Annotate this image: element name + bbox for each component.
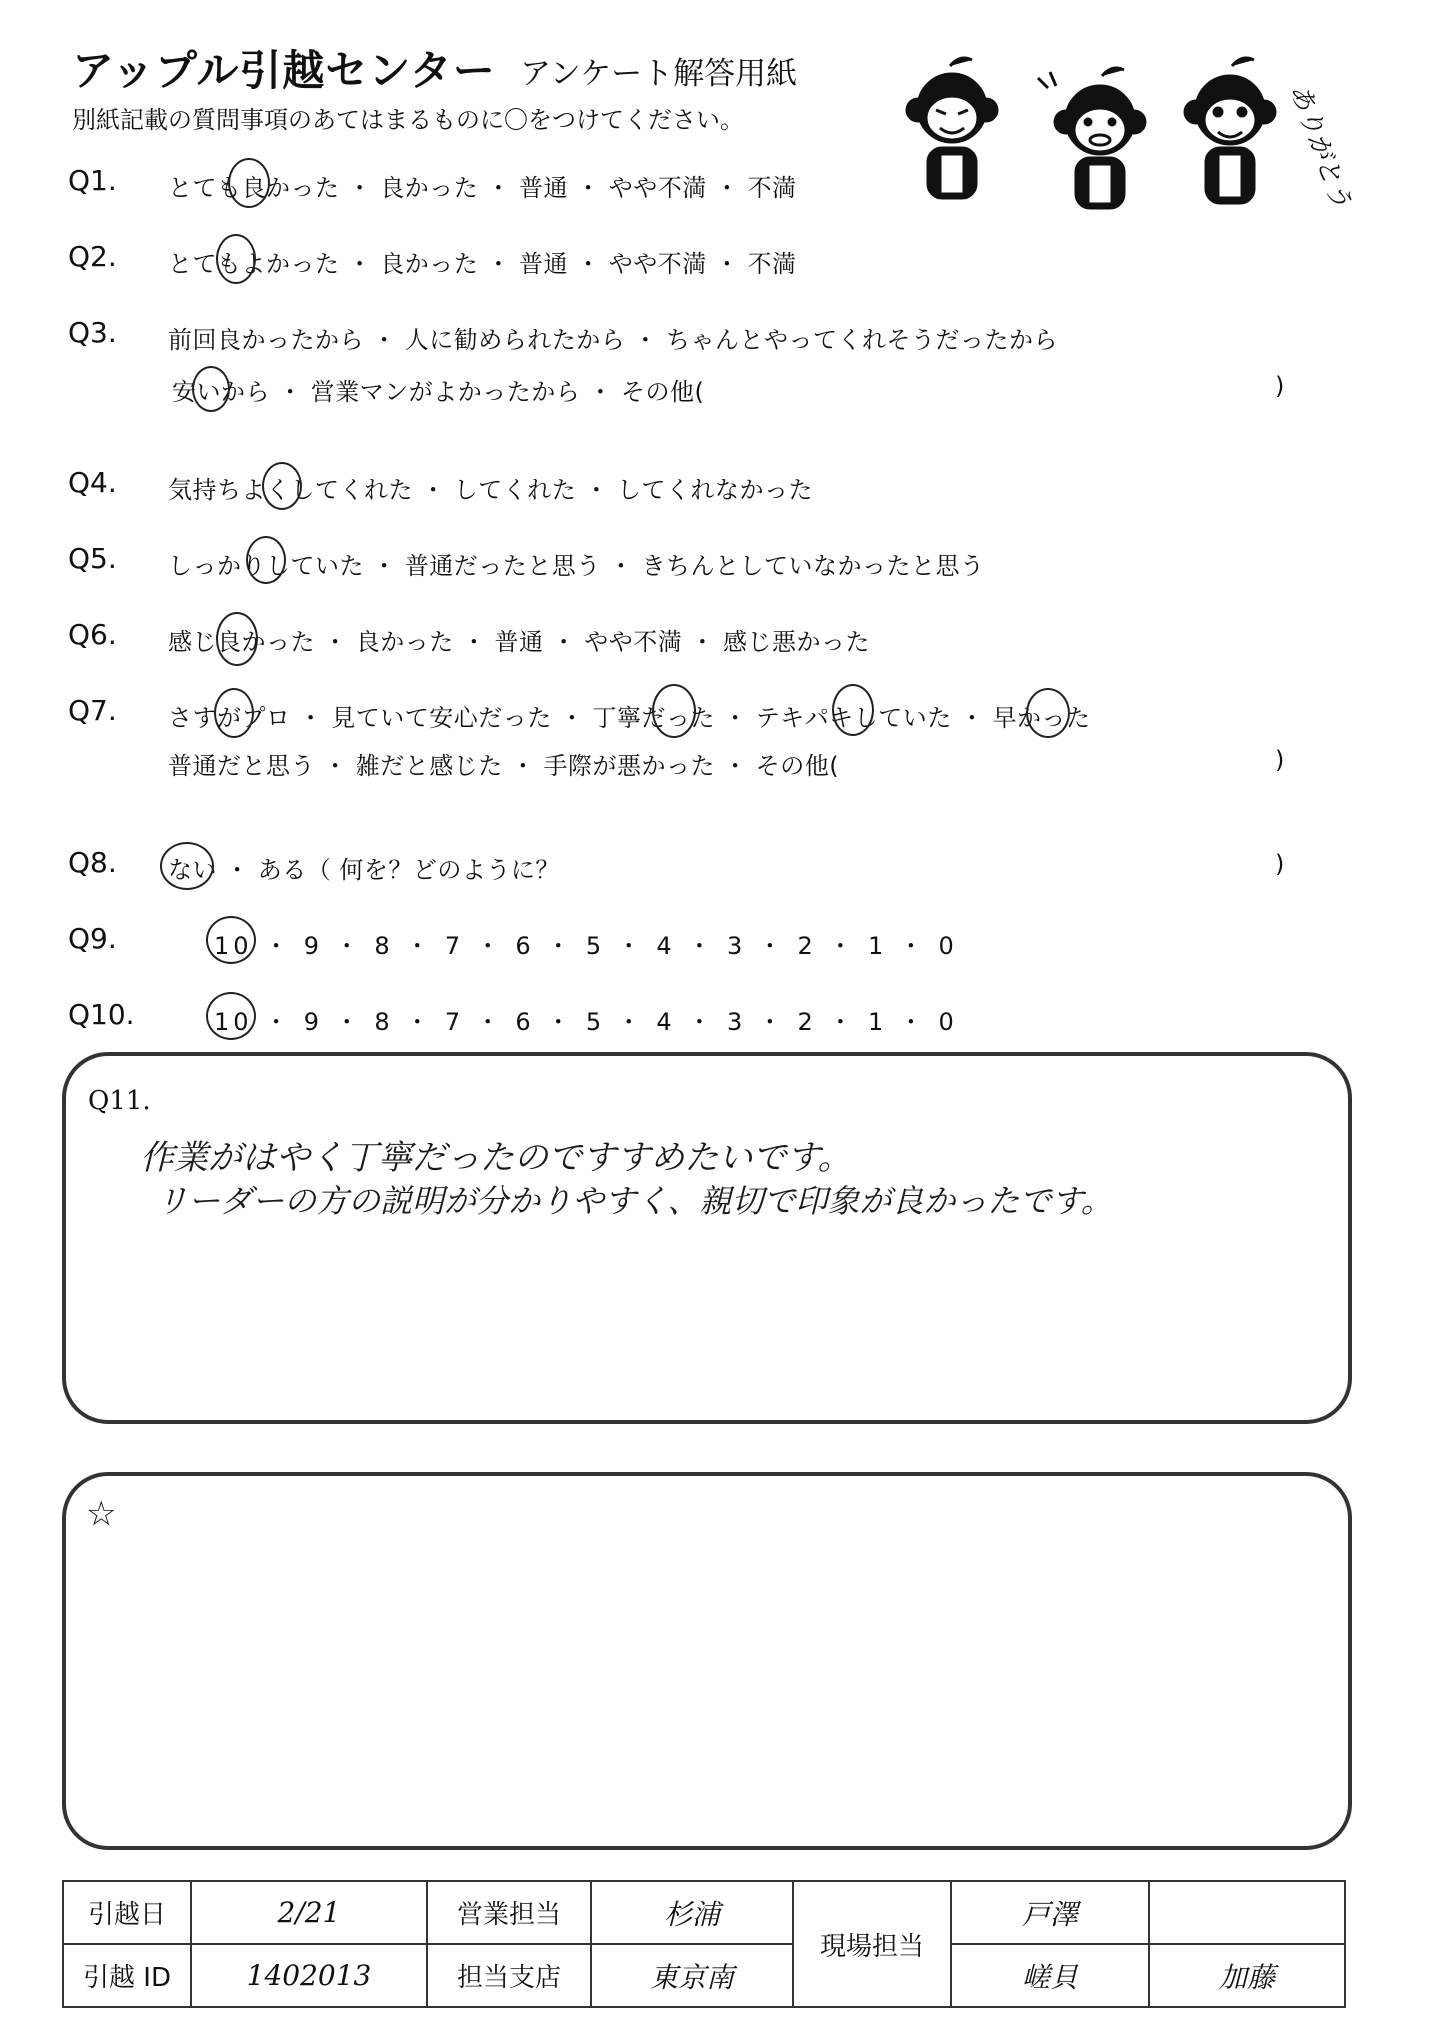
site-staff-2 <box>1149 1881 1345 1944</box>
q3-options-line1: 前回良かったから ・ 人に勧められたから ・ ちゃんとやってくれそうだったから <box>168 326 1059 354</box>
monkey-1 <box>907 58 997 198</box>
q9-scale: 10 ・ 9 ・ 8 ・ 7 ・ 6 ・ 5 ・ 4 ・ 3 ・ 2 ・ 1 ・ 0 <box>214 932 958 960</box>
q9-selected-circle <box>206 916 256 964</box>
q8-label: Q8. <box>68 846 117 879</box>
q6-label: Q6. <box>68 618 117 651</box>
q5-label: Q5. <box>68 542 117 575</box>
monkey-mascots-illustration <box>880 48 1357 223</box>
q7-selected-circle-1 <box>214 688 254 738</box>
q10-label: Q10. <box>68 998 135 1031</box>
q4-selected-circle <box>262 462 302 510</box>
site-staff-label: 現場担当 <box>793 1881 951 2007</box>
branch-label: 担当支店 <box>427 1944 591 2007</box>
q3-label: Q3. <box>68 316 117 349</box>
q1-label: Q1. <box>68 164 117 197</box>
sales-rep-label: 営業担当 <box>427 1881 591 1944</box>
q7-options-line1: さすがプロ ・ 見ていて安心だった ・ 丁寧だった ・ テキパキしていた ・ 早かった <box>168 704 1091 732</box>
q7-label: Q7. <box>68 694 117 727</box>
q7-other-close: ) <box>1275 746 1285 774</box>
q11-comment-box <box>62 1052 1352 1424</box>
q11-answer-line1: 作業がはやく丁寧だったのですすめたいです。 <box>140 1138 852 1178</box>
monkey-2 <box>1038 68 1145 208</box>
q10-scale: 10 ・ 9 ・ 8 ・ 7 ・ 6 ・ 5 ・ 4 ・ 3 ・ 2 ・ 1 ・ 0 <box>214 1008 958 1036</box>
q2-selected-circle <box>216 234 256 284</box>
q9-label: Q9. <box>68 922 117 955</box>
q5-options: しっかりしていた ・ 普通だったと思う ・ きちんとしていなかったと思う <box>168 552 985 580</box>
site-staff-3: 嵯貝 <box>951 1944 1149 2007</box>
q2-label: Q2. <box>68 240 117 273</box>
move-id-value: 1402013 <box>191 1944 427 2007</box>
q10-selected-circle <box>206 992 256 1040</box>
q6-selected-circle <box>216 612 258 666</box>
q1-options: とても良かった ・ 良かった ・ 普通 ・ やや不満 ・ 不満 <box>168 174 797 202</box>
star-comment-box <box>62 1472 1352 1850</box>
q3-other-close: ) <box>1275 372 1285 400</box>
q7-selected-circle-3 <box>832 684 874 736</box>
q7-options-line2: 普通だと思う ・ 雑だと感じた ・ 手際が悪かった ・ その他( <box>168 752 840 780</box>
q1-selected-circle <box>228 158 270 208</box>
move-date-label: 引越日 <box>63 1881 191 1944</box>
q3-selected-circle <box>192 366 230 412</box>
q8-other-close: ) <box>1275 850 1285 878</box>
branch-value: 東京南 <box>591 1944 793 2007</box>
q4-options: 気持ちよくしてくれた ・ してくれた ・ してくれなかった <box>168 476 814 504</box>
q6-options: 感じ良かった ・ 良かった ・ 普通 ・ やや不満 ・ 感じ悪かった <box>168 628 871 656</box>
instruction-text: 別紙記載の質問事項のあてはまるものに〇をつけてください。 <box>72 106 744 134</box>
q2-options: とてもよかった ・ 良かった ・ 普通 ・ やや不満 ・ 不満 <box>168 250 797 278</box>
form-title: アンケート解答用紙 <box>520 56 798 92</box>
monkey-3 <box>1185 58 1275 203</box>
q4-label: Q4. <box>68 466 117 499</box>
q8-selected-circle <box>160 842 214 890</box>
q5-selected-circle <box>246 536 286 584</box>
footer-info-table <box>62 1880 1346 2008</box>
q8-options: ない ・ ある（ 何を？どのように？ <box>168 856 560 884</box>
star-icon: ☆ <box>86 1494 117 1534</box>
q3-options-line2: 安いから ・ 営業マンがよかったから ・ その他( <box>172 378 705 406</box>
move-id-label: 引越 ID <box>63 1944 191 2007</box>
site-staff-1: 戸澤 <box>951 1881 1149 1944</box>
company-name: アップル引越センター <box>72 46 496 95</box>
move-date-value: 2/21 <box>191 1881 427 1944</box>
sales-rep-value: 杉浦 <box>591 1881 793 1944</box>
q11-answer-line2: リーダーの方の説明が分かりやすく、親切で印象が良かったです。 <box>156 1182 1113 1220</box>
q11-label: Q11. <box>88 1086 151 1116</box>
q7-selected-circle-4 <box>1026 688 1070 738</box>
thank-you-caption: ありがとう <box>1283 80 1357 213</box>
site-staff-4: 加藤 <box>1149 1944 1345 2007</box>
q7-selected-circle-2 <box>652 684 696 738</box>
